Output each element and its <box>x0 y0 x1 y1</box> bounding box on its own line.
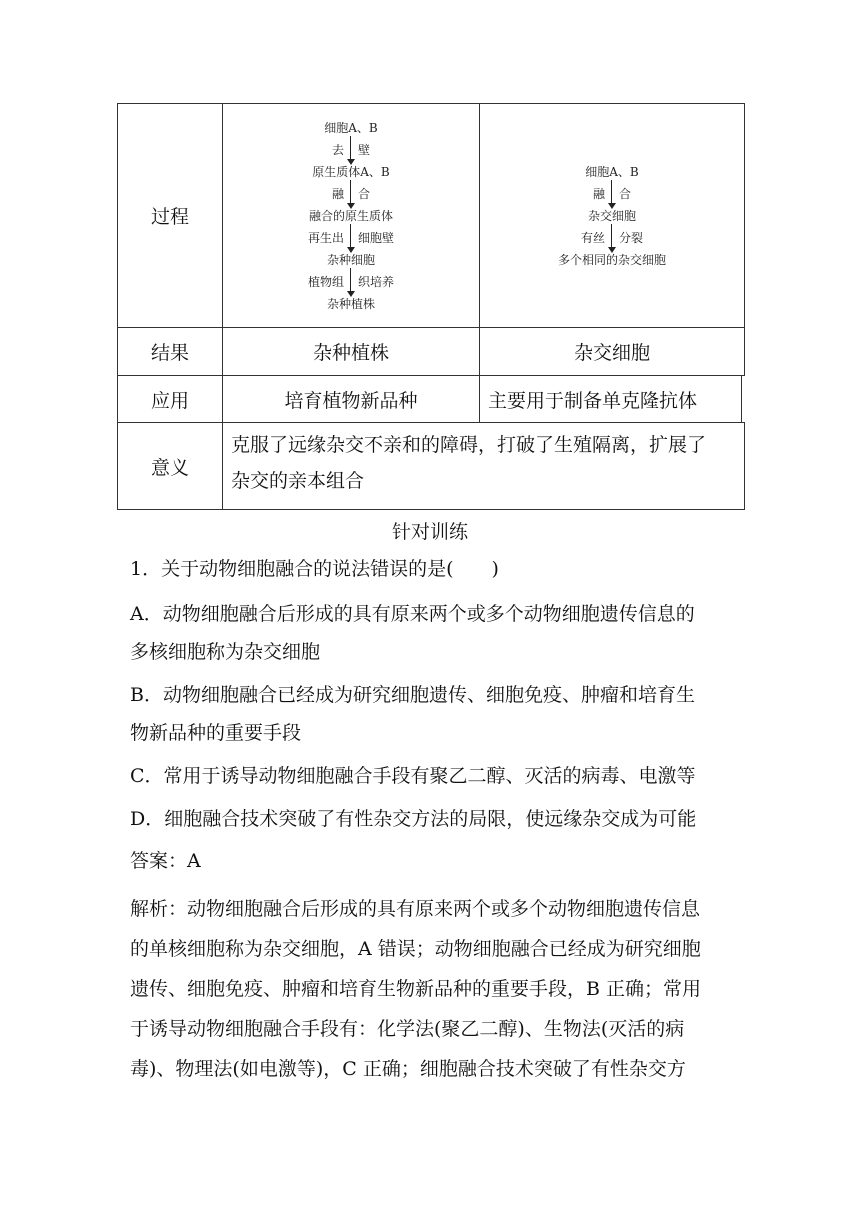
answer-text: 答案：A <box>130 850 201 872</box>
flow-node: 杂种细胞 <box>326 252 375 267</box>
step-label-right: 织培养 <box>358 274 395 289</box>
option-line: 物新品种的重要手段 <box>130 722 302 744</box>
option-line: B．动物细胞融合已经成为研究细胞遗传、细胞免疫、肿瘤和培育生 <box>130 684 695 706</box>
step-label-left: 融 <box>331 186 344 201</box>
flow-node: 杂交细胞 <box>587 208 636 223</box>
analysis-line: 解析：动物细胞融合后形成的具有原来两个或多个动物细胞遗传信息 <box>130 898 701 920</box>
plant-process-cell <box>223 104 480 327</box>
meaning-cell <box>223 423 744 509</box>
table-row-process <box>117 103 745 327</box>
result-plant-cell: 杂种植株 <box>223 328 480 375</box>
option-d <box>130 802 730 836</box>
option-line: 多核细胞称为杂交细胞 <box>130 641 321 663</box>
flow-step <box>296 135 406 165</box>
step-label-right: 分裂 <box>619 230 644 245</box>
step-label-left: 去 <box>331 142 344 157</box>
table-row-result <box>117 327 745 375</box>
analysis-line: 遗传、细胞免疫、肿瘤和培育生物新品种的重要手段，B 正确；常用 <box>130 978 702 1000</box>
flow-step <box>557 179 667 209</box>
flow-node: 融合的原生质体 <box>308 208 393 223</box>
animal-fusion-flow-diagram <box>557 165 667 267</box>
flow-node: 细胞A、B <box>585 164 639 179</box>
analysis-line: 的单核细胞称为杂交细胞，A 错误；动物细胞融合已经成为研究细胞 <box>130 938 701 960</box>
option-line: C．常用于诱导动物细胞融合手段有聚乙二醇、灭活的病毒、电激等 <box>130 765 696 787</box>
question-stem-text: 1．关于动物细胞融合的说法错误的是( ) <box>130 558 499 580</box>
option-b <box>130 678 730 750</box>
flow-node: 细胞A、B <box>324 120 378 135</box>
step-label-right: 合 <box>619 186 632 201</box>
row-label-meaning: 意义 <box>118 423 223 509</box>
application-plant-cell: 培育植物新品种 <box>223 376 480 422</box>
analysis-line: 于诱导动物细胞融合手段有：化学法(聚乙二醇)、生物法(灭活的病 <box>130 1018 685 1040</box>
down-arrow-icon <box>347 223 355 253</box>
step-label-left: 融 <box>592 186 605 201</box>
down-arrow-icon <box>608 223 616 253</box>
step-label-left: 有丝 <box>580 230 605 245</box>
step-label-right: 细胞壁 <box>358 230 395 245</box>
flow-step <box>296 223 406 253</box>
option-c <box>130 759 730 793</box>
flow-step <box>557 223 667 253</box>
row-label-application: 应用 <box>118 376 223 422</box>
flow-node: 多个相同的杂交细胞 <box>557 252 666 267</box>
table-row-meaning <box>117 422 745 510</box>
down-arrow-icon <box>347 135 355 165</box>
flow-step <box>296 267 406 297</box>
row-label-process: 过程 <box>118 104 223 327</box>
answer-line <box>130 844 730 878</box>
option-a <box>130 597 730 669</box>
question-stem <box>130 552 730 586</box>
analysis-line: 毒)、物理法(如电激等)，C 正确；细胞融合技术突破了有性杂交方 <box>130 1058 686 1080</box>
down-arrow-icon <box>347 267 355 297</box>
down-arrow-icon <box>347 179 355 209</box>
option-line: D．细胞融合技术突破了有性杂交方法的局限，使远缘杂交成为可能 <box>130 808 697 830</box>
step-label-right: 壁 <box>358 142 371 157</box>
meaning-line: 杂交的亲本组合 <box>231 470 365 492</box>
analysis-block <box>130 889 730 1089</box>
flow-step <box>296 179 406 209</box>
application-animal-cell: 主要用于制备单克隆抗体 <box>488 389 698 412</box>
meaning-line: 克服了远缘杂交不亲和的障碍，打破了生殖隔离，扩展了 <box>231 434 707 456</box>
step-label-right: 合 <box>358 186 371 201</box>
flow-node: 杂种植株 <box>326 296 375 311</box>
step-label-left: 植物组 <box>307 274 344 289</box>
animal-process-cell <box>480 104 744 327</box>
down-arrow-icon <box>608 179 616 209</box>
table-row-application <box>117 375 745 422</box>
plant-fusion-flow-diagram <box>296 121 406 311</box>
comparison-table <box>117 103 745 510</box>
row-label-result: 结果 <box>118 328 223 375</box>
step-label-left: 再生出 <box>307 230 344 245</box>
section-title: 针对训练 <box>391 521 468 543</box>
result-animal-cell: 杂交细胞 <box>573 342 650 364</box>
flow-node: 原生质体A、B <box>312 164 390 179</box>
option-line: A．动物细胞融合后形成的具有原来两个或多个动物细胞遗传信息的 <box>130 603 695 625</box>
